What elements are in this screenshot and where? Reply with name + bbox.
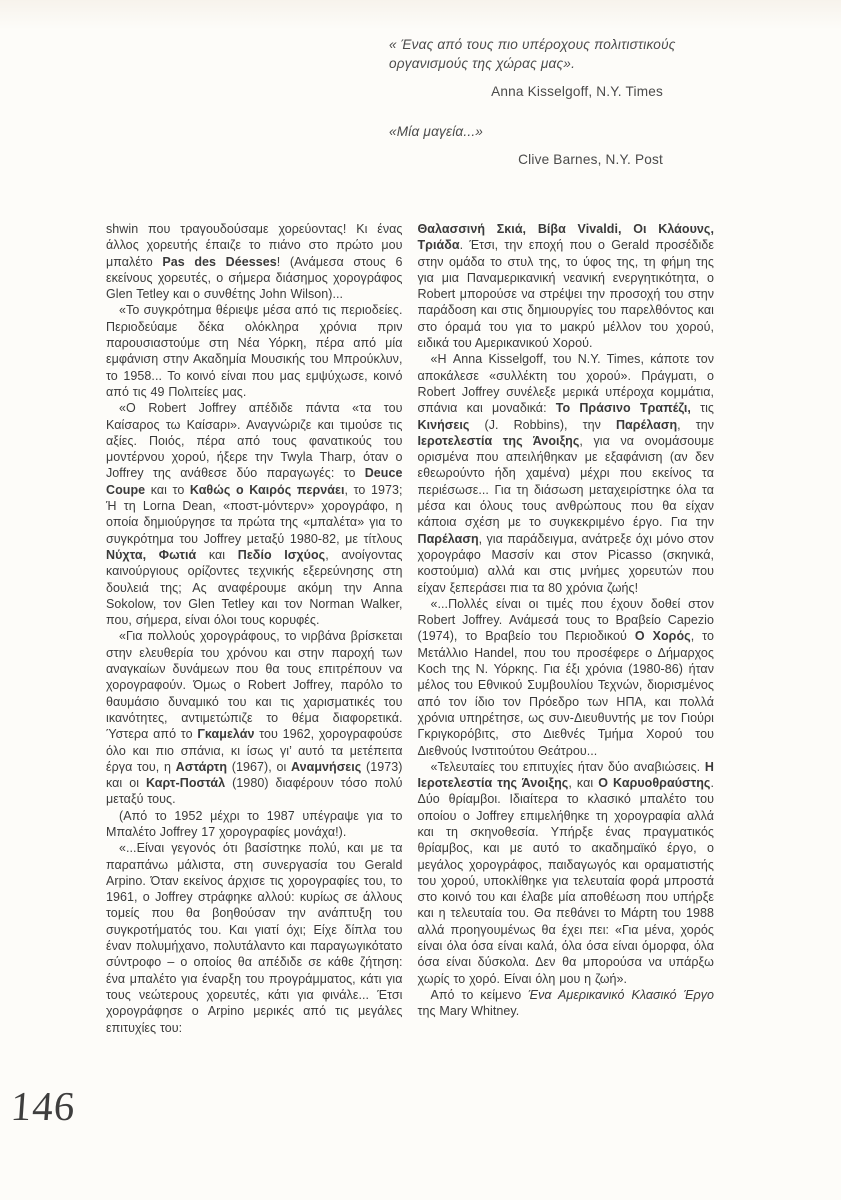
text-run: (Από το 1952 μέχρι το 1987 υπέγραψε για το Μπαλέτο Joffrey 17 χορογραφίες μονάχα!).	[106, 808, 403, 839]
paragraph	[418, 351, 715, 595]
text-run: Ο Καρυοθραύστης	[598, 776, 711, 791]
article-column-left	[106, 221, 403, 1036]
paragraph	[106, 302, 403, 400]
text-run: Από το κείμενο	[430, 987, 529, 1002]
text-run: Το Πράσινο Τραπέζι,	[555, 401, 691, 416]
text-run: Η Ιεροτελεστία της Άνοιξης	[417, 759, 714, 791]
text-run: Ένα Αμερικανικό Κλασικό Έργο	[528, 987, 714, 1002]
text-run: (1980) διαφέρουν τόσο πολύ μεταξύ τους.	[106, 776, 403, 807]
quote-text: « Ένας από τους πιο υπέροχους πολιτιστικούς οργανισμούς της χώρας μας».	[389, 37, 676, 71]
text-run: Νύχτα, Φωτιά	[106, 547, 197, 562]
paragraph	[106, 628, 403, 807]
text-run: «Τελευταίες του επιτυχίες ήταν δύο αναβιώσεις.	[430, 759, 705, 774]
text-run: . Έτσι, την εποχή που ο Gerald προσέδιδε στην ομάδα το στυλ της, το ύφος της, τη φήμη της για μια Παναμερικανική νεανική ενεργητικότητα, ο Robert μπορούσε να στρέψει την προσοχή του στην παράδοση και στις δημιουργίες του παρελθόντος και στο όραμά του για το μακρύ μέλλον του χορού, ειδικά του Αμερικανικού Χορού.	[417, 238, 714, 351]
paragraph	[418, 596, 715, 759]
quote-attribution: Clive Barnes, N.Y. Post	[518, 152, 663, 168]
text-run: Γκαμελάν	[197, 727, 255, 742]
pull-quotes-block	[389, 36, 723, 170]
text-run: (J. Robbins), την	[469, 417, 616, 432]
text-run: , το 1973; Ή τη Lorna Dean, «ποστ-μόντερν» χορογράφο, η οποία δημιούργησε τα πρώτα της «μπαλέτα» για το συγκρότημα του Joffrey μεταξύ 1980-82, με τίτλους	[106, 482, 403, 546]
text-run: Πεδίο Ισχύος	[237, 547, 326, 562]
paragraph	[418, 221, 715, 351]
text-run: shwin που τραγουδούσαμε χορεύοντας! Κι ένας άλλος χορευτής έπαιζε το πιάνο στο πρώτο μου μπαλέτο	[106, 222, 403, 269]
text-run: , την	[677, 417, 714, 432]
paragraph	[418, 759, 715, 987]
text-run: της Mary Whitney.	[417, 1004, 520, 1019]
text-run: , ανοίγοντας καινούργιους ορίζοντες τεχνικής εξερεύνησης στη δουλειά της; Ας αναφέρουμε ακόμη την Anna Sokolow, τον Glen Tetley και τον Norman Walker, που, σήμερα, είναι όλοι τους κορυφές.	[106, 547, 403, 628]
text-run: Κινήσεις	[417, 417, 470, 432]
text-run: Αναμνήσεις	[290, 759, 362, 774]
text-run: και	[196, 547, 238, 562]
article-column-right	[418, 221, 715, 1036]
text-run: Αστάρτη	[175, 759, 228, 774]
text-run: , για παράδειγμα, ανάτρεξε όχι μόνο στον χορογράφο Μασσίν και στον Picasso (σκηνικά, κοστούμια) αλλά και στις μνήμες χορευτών που είχαν ξεπεράσει πια τα 80 χρόνια ζωής!	[417, 531, 714, 595]
paragraph	[418, 987, 715, 1020]
text-run: , το Μετάλλιο Handel, που του προσέφερε ο Δήμαρχος Koch της Ν. Υόρκης. Για έξι χρόνια (1980-86) ήταν μέλος του Εθνικού Συμβουλίου Τεχνών, διορισμένος από τον ίδιο τον Πρόεδρο των ΗΠΑ, και πολλά χρόνια υπηρέτησε, ως συν-Διευθυντής με τον Γιούρι Γκριγκορόβιτς, στο Διεθνές Τμήμα Χορού του Διεθνούς Ινστιτούτου Θεάτρου...	[417, 629, 714, 758]
text-run: , και	[568, 776, 599, 791]
text-run: «Το συγκρότημα θέριεψε μέσα από τις περιοδείες. Περιοδεύαμε δέκα ολόκληρα χρόνια πριν παρουσιαστούμε στη Νέα Υόρκη, πέρα από μία εμφάνιση στην Ακαδημία Μουσικής του Μπρούκλυν, το 1958... Το κοινό είναι που μας εμψύχωσε, κοινό από τις 49 Πολιτείες μας.	[106, 303, 403, 399]
text-run: «...Είναι γεγονός ότι βασίστηκε πολύ, και με τα παραπάνω μάλιστα, στη συνεργασία του Gerald Arpino. Όταν εκείνος άρχισε τις χορογραφίες του, το 1961, ο Joffrey στράφηκε αλλού: κυρίως σε άλλους τομείς που θα βοηθούσαν την ανάπτυξη του συγκροτήματός του. Και γιατί όχι; Είχε δίπλα του έναν πολυμήχανο, πολυτάλαντο και παραγωγικότατο σύντροφο – ο οποίος θα απέδιδε σε κάθε ζήτηση: ένα μπαλέτο για έναρξη του προγράμματος, κάτι για τους νεώτερους χορευτές, κάτι για φινάλε... Έτσι χορογράφησε ο Arpino μερικές από τις μεγάλες επιτυχίες του:	[106, 841, 403, 1035]
paragraph	[106, 808, 403, 841]
text-run: «Για πολλούς χορογράφους, το νιρβάνα βρίσκεται στην ελευθερία του χρόνου και στην παροχή των αναγκαίων δυνάμεων που θα τους επιτρέπουν να χορογραφούν. Όμως ο Robert Joffrey, παρόλο το θαυμάσιο δυναμικό του και τις χαρισματικές του ικανότητες, αντιμετώπιζε το θέμα διαφορετικά. Ύστερα από το	[106, 629, 403, 742]
text-run: Ο Χορός	[634, 629, 691, 644]
page-number: 146	[9, 1083, 78, 1129]
text-run: και το	[145, 482, 190, 497]
text-run: , για να ονομάσουμε ορισμένα που απειλήθηκαν με εξαφάνιση (αν δεν εθεωρούντο ήδη χαμένα) μέχρι που εκείνος τα περιέσωσε... Για τη διάσωση μεταχειρίστηκε όλα τα μέσα και όλους τους ανθρώπους που θα είχαν κάποια σχέση με το συγκεκριμένο έργο. Για την	[417, 433, 714, 530]
text-run: του 1962, χορογραφούσε όλο και πιο σπάνια, κι ίσως γι’ αυτό τα μετέπειτα έργα του, η	[106, 727, 403, 774]
text-run: Καθώς ο Καιρός περνάει	[189, 482, 345, 497]
text-run: . Δύο θρίαμβοι. Ιδιαίτερα το κλασικό μπαλέτο του οποίου ο Joffrey επιμελήθηκε τη χορογραφία αλλά και τη σκηνοθεσία. Υπήρξε ένας πραγματικός θρίαμβος, και με αυτό το ακαδημαϊκό έργο, ο μεγάλος χορογράφος, παιδαγωγός και οραματιστής του χορού, υποκλίθηκε για τελευταία φορά μπροστά στο κοινό του και έλαβε μία αποθέωση που υπήρξε και η τελευταία του. Θα πεθάνει το Μάρτη του 1988 αλλά προηγουμένως θα έχει πει: «Για μένα, χορός είναι όλα όσα είναι καλά, όλα όσα είναι όμορφα, όλα όσα είναι δύσκολα. Δεν θα μπορούσα να υπάρξω χωρίς το χορό. Είναι όλη μου η ζωή».	[417, 776, 715, 986]
quote-attribution: Anna Kisselgoff, N.Y. Times	[491, 84, 663, 100]
text-run: Deuce Coupe	[106, 466, 403, 497]
text-run: (1967), οι	[227, 759, 291, 774]
paragraph	[106, 840, 403, 1036]
article-body	[106, 221, 714, 1036]
text-run: ! (Ανάμεσα στους 6 εκείνους χορευτές, ο σήμερα διάσημος χορογράφος Glen Tetley και ο συνθέτης John Wilson)...	[106, 254, 403, 302]
text-run: Καρτ-Ποστάλ	[145, 776, 226, 791]
text-run: (1973) και οι	[106, 759, 403, 791]
quote-text: «Μία μαγεία...»	[389, 123, 484, 139]
paragraph	[106, 400, 403, 628]
text-run: «...Πολλές είναι οι τιμές που έχουν δοθεί στον Robert Joffrey. Ανάμεσά τους το Βραβείο Capezio (1974), το Βραβείο του Περιοδικού	[417, 596, 714, 644]
text-run: Παρέλαση	[417, 531, 479, 546]
text-run: Παρέλαση	[615, 417, 678, 432]
text-run: Pas des Déesses	[162, 254, 277, 269]
text-run: Θαλασσινή Σκιά, Βίβα Vivaldi, Οι Κλάουνς, Τριάδα	[417, 222, 714, 253]
text-run: «Η Anna Kisselgoff, του N.Y. Times, κάποτε τον αποκάλεσε «συλλέκτη του χορού». Πράγματι, ο Robert Joffrey συνέλεξε μερικά υπέροχα κομμάτια, σπάνια και μοναδικά:	[417, 352, 714, 416]
text-run: τις	[690, 401, 715, 416]
text-run: «Ο Robert Joffrey απέδιδε πάντα «τα του Καίσαρος τω Καίσαρι». Αναγνώριζε και τιμούσε τις αξίες. Ποιός, πέρα από τους φανατικούς του μοντέρνου χορού, ήξερε την Twyla Tharp, όταν ο Joffrey της ανάθεσε δύο παραγωγές: το	[106, 401, 403, 481]
text-run: Ιεροτελεστία της Άνοιξης	[417, 433, 580, 448]
paragraph	[106, 221, 403, 302]
